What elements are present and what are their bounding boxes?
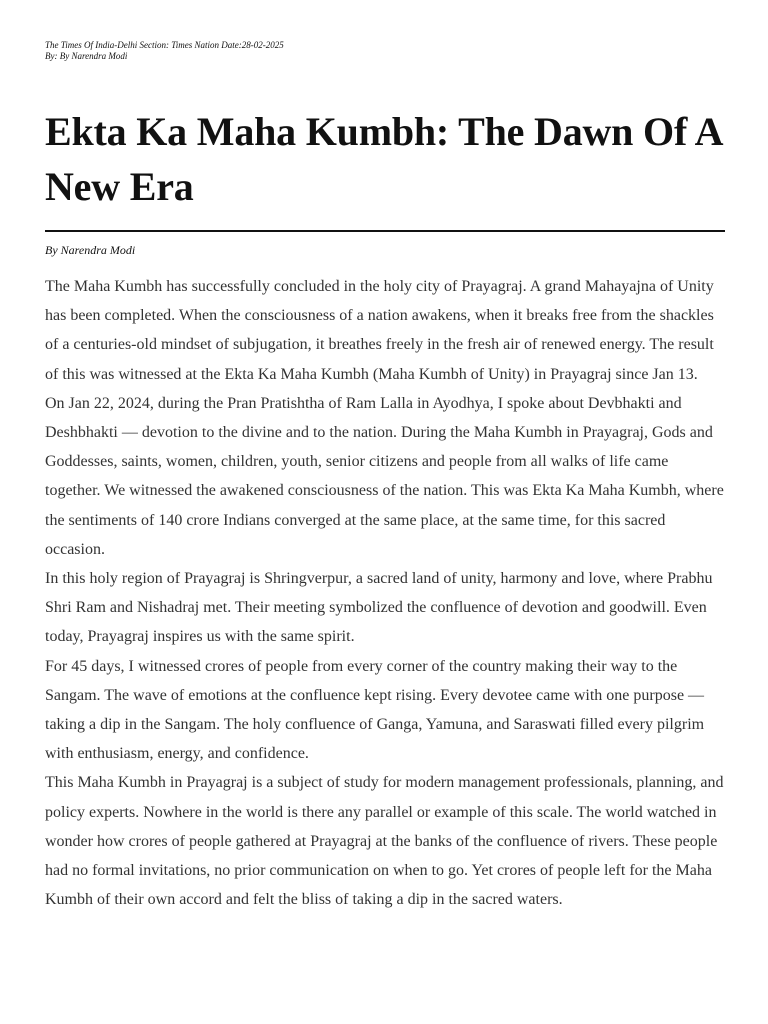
- title-divider: [45, 230, 725, 232]
- article-title: Ekta Ka Maha Kumbh: The Dawn Of A New Era: [45, 109, 722, 209]
- article-body: [45, 272, 725, 914]
- paragraph: For 45 days, I witnessed crores of people from every corner of the country making their way to the Sangam. The wave of emotions at the confluence kept rising. Every devotee came with one purpose — taking a dip in the Sangam. The holy confluence of Ganga, Yamuna, and Saraswati filled every pilgrim with enthusiasm, energy, and confidence.: [45, 657, 705, 763]
- paragraph: This Maha Kumbh in Prayagraj is a subject of study for modern management professionals, planning, and policy experts. Nowhere in the world is there any parallel or example of this scale. The world watched in wonder how crores of people gathered at Prayagraj at the banks of the confluence of rivers. These people had no formal invitations, no prior communication on when to go. Yet crores of people left for the Maha Kumbh of their own accord and felt the bliss of taking a dip in the sacred waters.: [45, 774, 724, 909]
- source-meta: [45, 40, 725, 62]
- byline: By Narendra Modi: [45, 243, 136, 257]
- author-meta-line: By: By Narendra Modi: [45, 51, 128, 61]
- article-page: [45, 40, 725, 914]
- paragraph: In this holy region of Prayagraj is Shringverpur, a sacred land of unity, harmony and love, where Prabhu Shri Ram and Nishadraj met. Their meeting symbolized the confluence of devotion and goodwill. Even today, Prayagraj inspires us with the same spirit.: [45, 570, 713, 646]
- source-meta-line: The Times Of India-Delhi Section: Times Nation Date:28-02-2025: [45, 40, 284, 50]
- paragraph: On Jan 22, 2024, during the Pran Pratishtha of Ram Lalla in Ayodhya, I spoke about Devbhakti and Deshbhakti — devotion to the divine and to the nation. During the Maha Kumbh in Prayagraj, Gods and Goddesses, saints, women, children, youth, senior citizens and people from all walks of life came together. We witnessed the awakened consciousness of the nation. This was Ekta Ka Maha Kumbh, where the sentiments of 140 crore Indians converged at the same place, at the same time, for this sacred occasion.: [45, 394, 724, 558]
- paragraph: The Maha Kumbh has successfully concluded in the holy city of Prayagraj. A grand Mahayajna of Unity has been completed. When the consciousness of a nation awakens, when it breaks free from the shackles of a centuries-old mindset of subjugation, it breathes freely in the fresh air of renewed energy. The result of this was witnessed at the Ekta Ka Maha Kumbh (Maha Kumbh of Unity) in Prayagraj since Jan 13.: [45, 278, 714, 383]
